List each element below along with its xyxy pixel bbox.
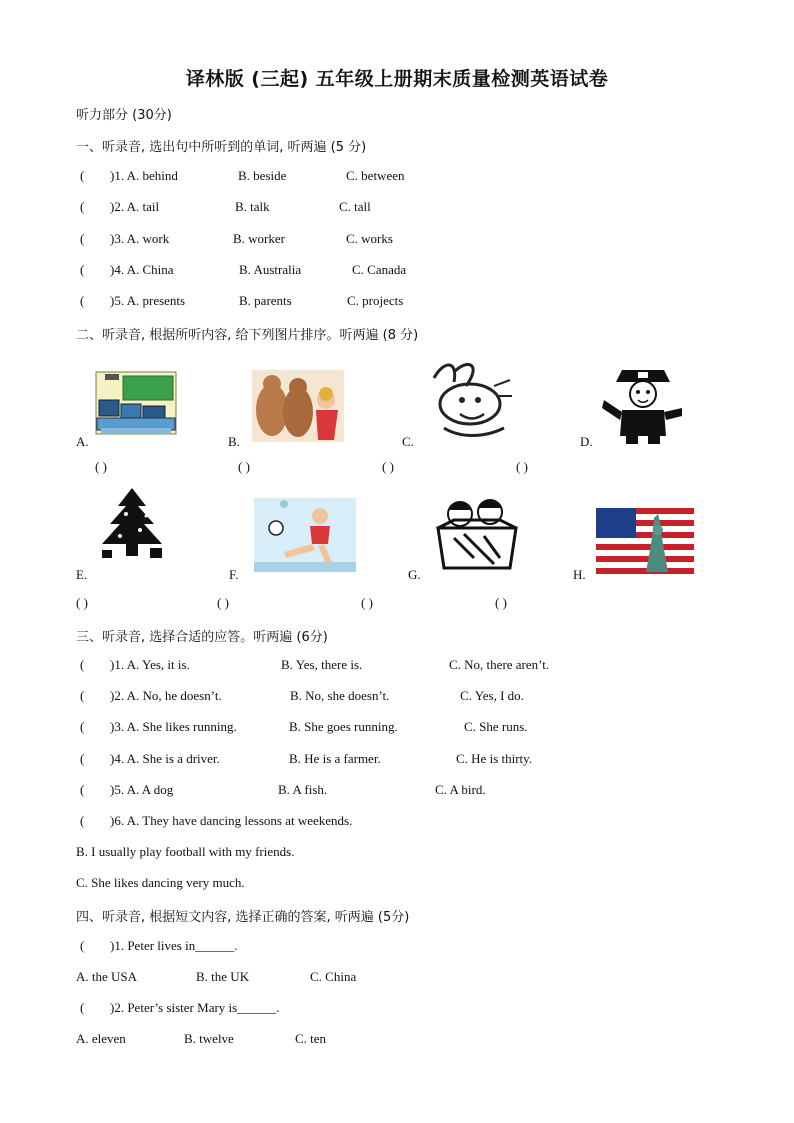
computer-classroom-picture (95, 370, 179, 440)
answer-paren: ( (80, 751, 85, 766)
picture-label-a: A. (76, 434, 89, 449)
s4-q2-stem: )2. Peter’s sister Mary is______. (110, 1000, 280, 1015)
s1-q2-option-c: C. tall (339, 199, 371, 214)
section-4-heading: 四、听录音, 根据短文内容, 选择正确的答案, 听两遍 (5分) (76, 910, 410, 925)
picture-label-h: H. (573, 567, 586, 582)
answer-paren: ( (80, 782, 85, 797)
answer-paren: ( (80, 938, 85, 953)
answer-paren: ( (80, 168, 85, 183)
usa-flag-statue-picture (596, 508, 694, 574)
s1-q2-option-b: B. talk (235, 199, 270, 214)
s3-q3-option-a: )3. A. She likes running. (110, 719, 237, 734)
section-3-heading: 三、听录音, 选择合适的应答。听两遍 (6分) (76, 630, 328, 645)
order-bracket-h[interactable]: ( ) (495, 595, 507, 610)
answer-paren: ( (80, 1000, 85, 1015)
answer-paren: ( (80, 719, 85, 734)
picture-label-g: G. (408, 567, 421, 582)
s1-q5-option-a: )5. A. presents (110, 293, 186, 308)
s3-q3-option-c: C. She runs. (464, 719, 528, 734)
answer-paren: ( (80, 688, 85, 703)
s3-q6-option-a: )6. A. They have dancing lessons at weekends. (110, 813, 353, 828)
answer-paren: ( (80, 657, 85, 672)
s3-q2-option-b: B. No, she doesn’t. (290, 688, 390, 703)
s3-q6-option-c: C. She likes dancing very much. (76, 875, 245, 890)
picture-label-e: E. (76, 567, 88, 582)
s1-q1-option-b: B. beside (238, 168, 287, 183)
bears-and-girl-picture (252, 370, 344, 442)
christmas-tree-picture (96, 486, 168, 566)
listening-part-heading: 听力部分 (30分) (76, 108, 172, 123)
s3-q1-option-b: B. Yes, there is. (281, 657, 363, 672)
picture-label-b: B. (228, 434, 240, 449)
s3-q4-option-c: C. He is thirty. (456, 751, 533, 766)
s1-q3-option-a: )3. A. work (110, 231, 170, 246)
s1-q5-option-c: C. projects (347, 293, 404, 308)
page-title: 译林版 (三起) 五年级上册期末质量检测英语试卷 (185, 68, 609, 90)
s3-q5-option-a: )5. A. A dog (110, 782, 174, 797)
s1-q4-option-b: B. Australia (239, 262, 302, 277)
s4-q1-option-c: C. China (310, 969, 357, 984)
s3-q2-option-c: C. Yes, I do. (460, 688, 524, 703)
s3-q5-option-b: B. A fish. (278, 782, 328, 797)
s4-q1-option-a: A. the USA (76, 969, 138, 984)
kids-in-box-picture (434, 498, 520, 572)
order-bracket-g[interactable]: ( ) (361, 595, 373, 610)
s3-q4-option-b: B. He is a farmer. (289, 751, 381, 766)
s3-q1-option-a: )1. A. Yes, it is. (110, 657, 190, 672)
s4-q2-option-a: A. eleven (76, 1031, 126, 1046)
policeman-picture (600, 360, 686, 446)
answer-paren: ( (80, 199, 85, 214)
s3-q4-option-a: )4. A. She is a driver. (110, 751, 220, 766)
s3-q1-option-c: C. No, there aren’t. (449, 657, 550, 672)
s4-q1-option-b: B. the UK (196, 969, 250, 984)
picture-label-c: C. (402, 434, 414, 449)
picture-label-f: F. (229, 567, 239, 582)
s1-q1-option-c: C. between (346, 168, 405, 183)
order-bracket-c[interactable]: ( ) (382, 459, 394, 474)
answer-paren: ( (80, 813, 85, 828)
s3-q5-option-c: C. A bird. (435, 782, 486, 797)
order-bracket-f[interactable]: ( ) (217, 595, 229, 610)
answer-paren: ( (80, 293, 85, 308)
section-1-heading: 一、听录音, 选出句中所听到的单词, 听两遍 (5 分) (76, 140, 367, 155)
section-2-heading: 二、听录音, 根据所听内容, 给下列图片排序。听两遍 (8 分) (76, 328, 419, 343)
s4-q2-option-b: B. twelve (184, 1031, 234, 1046)
s4-q2-option-c: C. ten (295, 1031, 327, 1046)
order-bracket-a[interactable]: ( ) (95, 459, 107, 474)
order-bracket-b[interactable]: ( ) (238, 459, 250, 474)
s1-q5-option-b: B. parents (239, 293, 292, 308)
answer-paren: ( (80, 262, 85, 277)
s1-q2-option-a: )2. A. tail (110, 199, 160, 214)
s3-q2-option-a: )2. A. No, he doesn’t. (110, 688, 222, 703)
picture-label-d: D. (580, 434, 593, 449)
s1-q4-option-a: )4. A. China (110, 262, 174, 277)
s1-q4-option-c: C. Canada (352, 262, 407, 277)
s4-q1-stem: )1. Peter lives in______. (110, 938, 238, 953)
s1-q3-option-b: B. worker (233, 231, 285, 246)
s3-q3-option-b: B. She goes running. (289, 719, 398, 734)
answer-paren: ( (80, 231, 85, 246)
s1-q1-option-a: )1. A. behind (110, 168, 178, 183)
football-boy-picture (254, 498, 356, 572)
s1-q3-option-c: C. works (346, 231, 393, 246)
order-bracket-d[interactable]: ( ) (516, 459, 528, 474)
s3-q6-option-b: B. I usually play football with my friends. (76, 844, 295, 859)
rabbit-sketch-picture (424, 358, 516, 442)
order-bracket-e[interactable]: ( ) (76, 595, 88, 610)
